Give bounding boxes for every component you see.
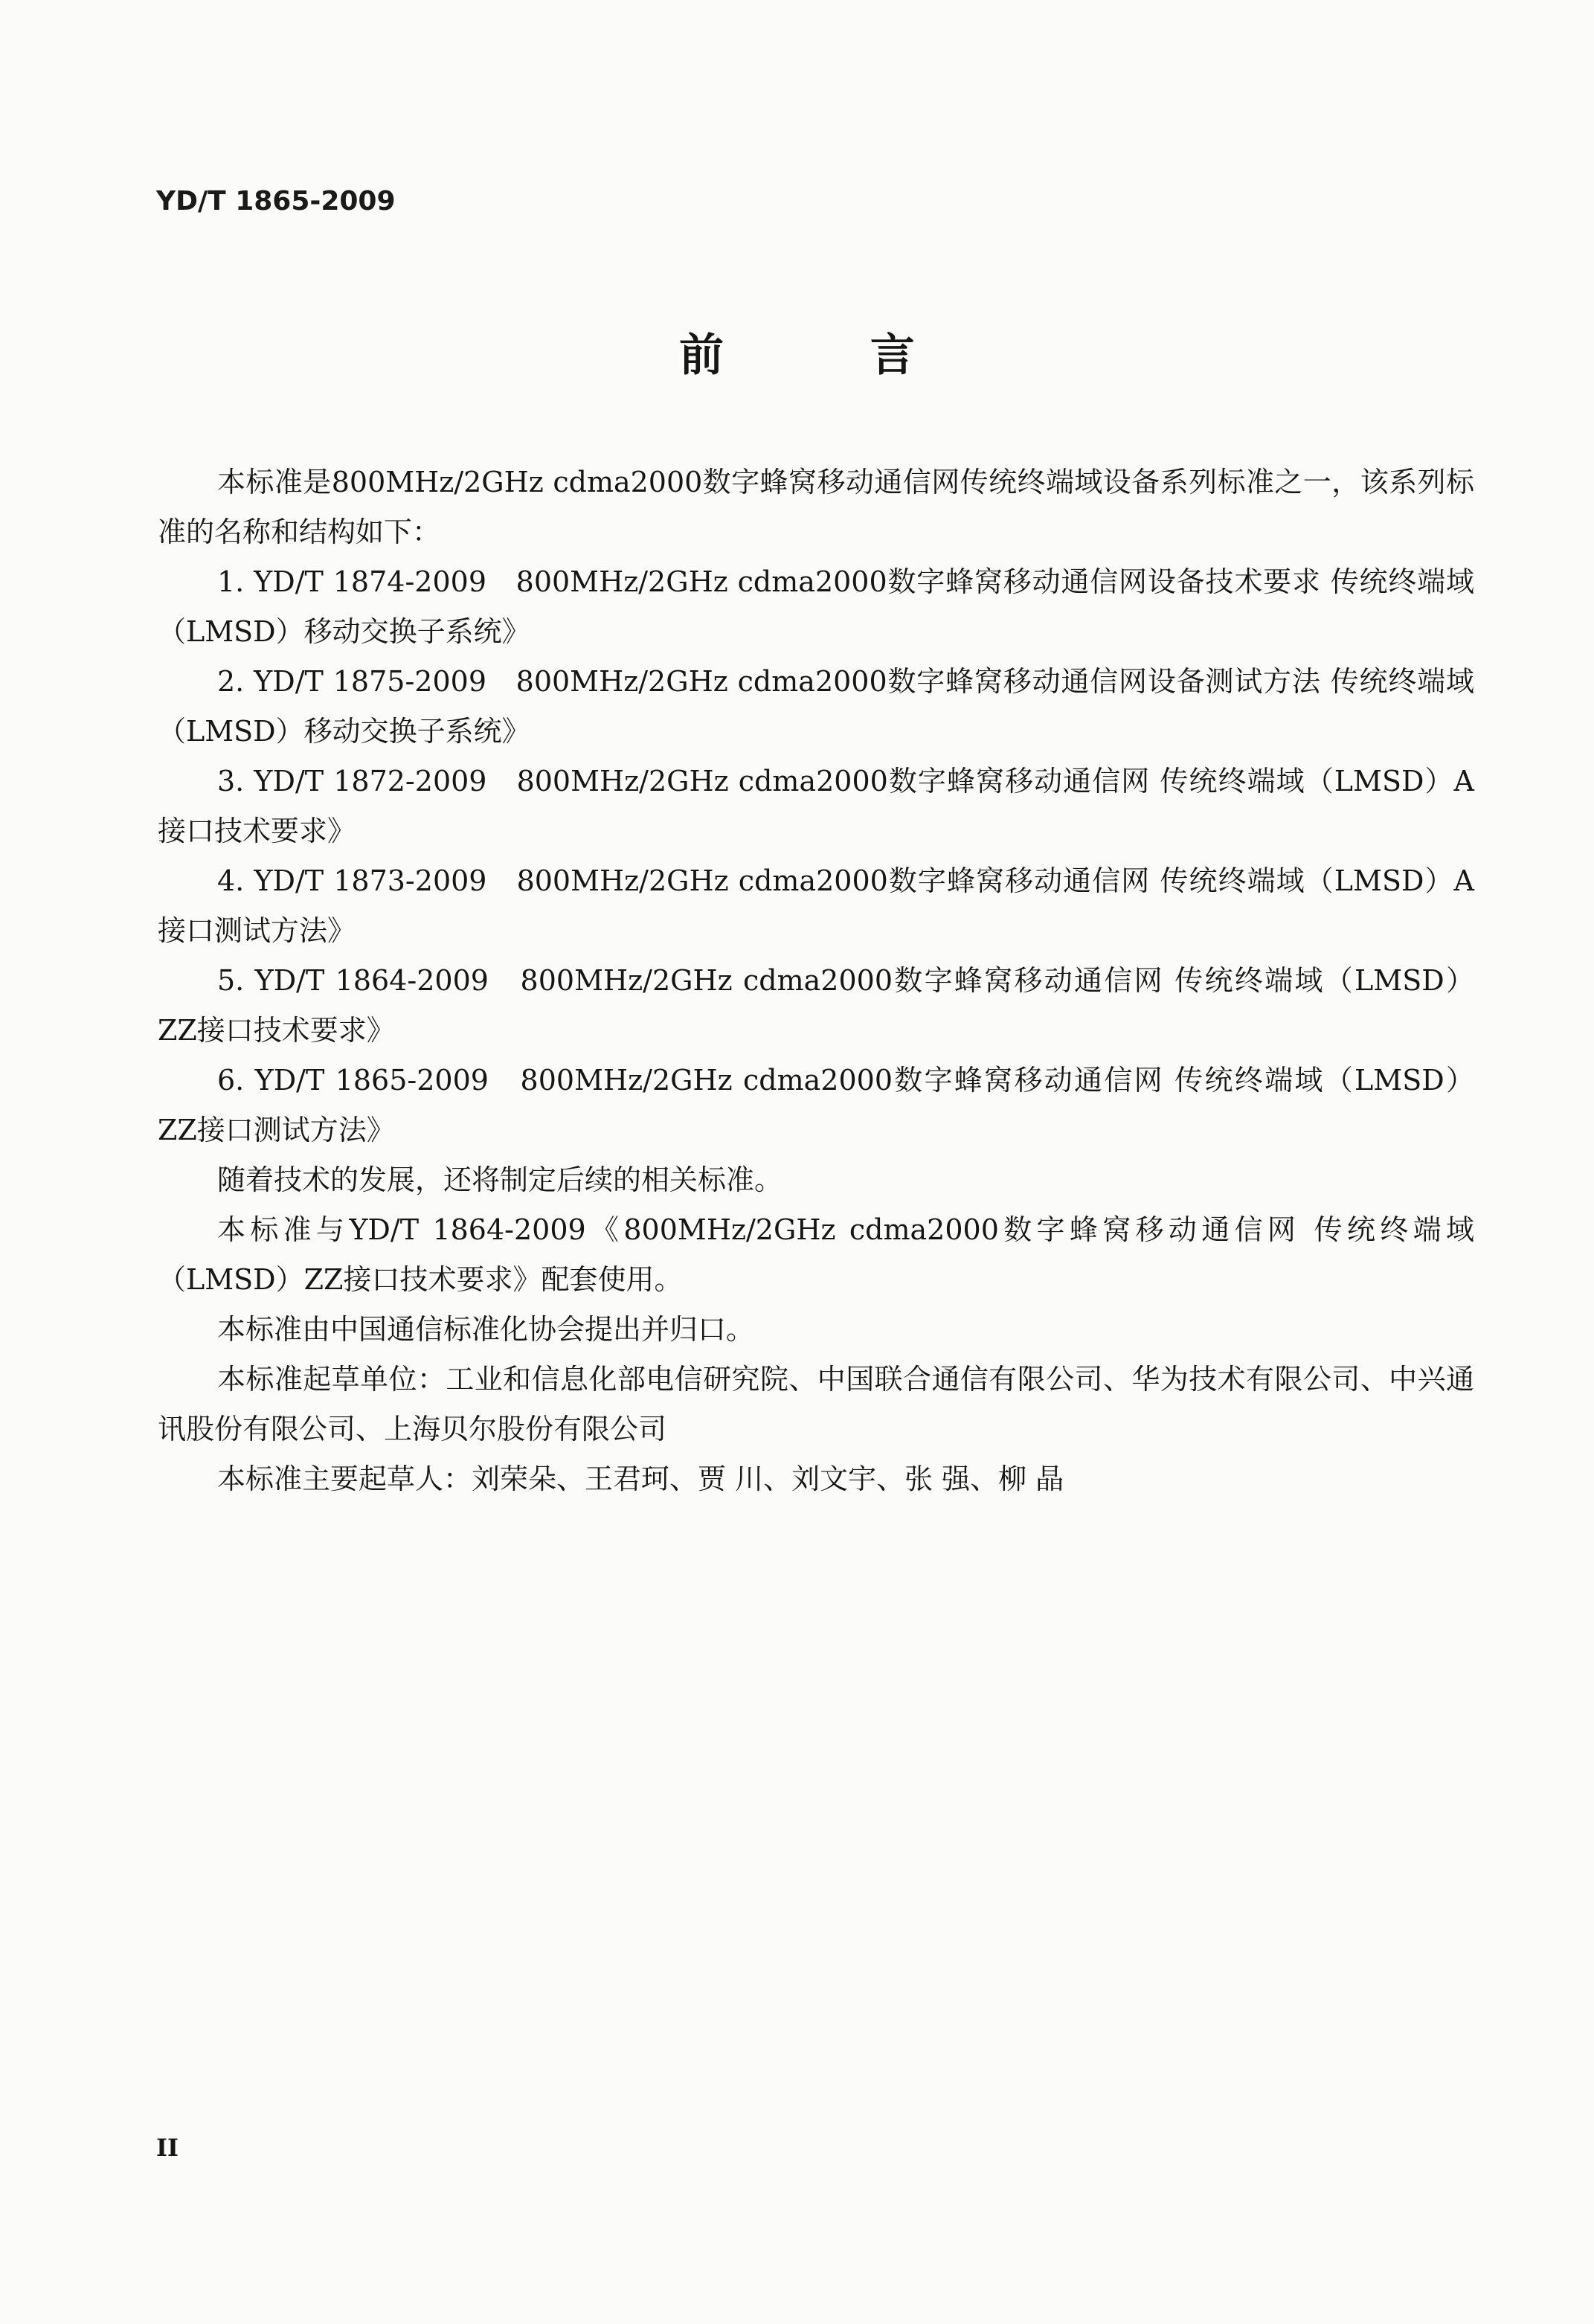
standard-list-item-1: 1. YD/T 1874-2009 800MHz/2GHz cdma2000数字蜂窝移动通信网设备技术要求 传统终端域（LMSD）移动交换子系统》 [158, 565, 1474, 648]
document-id-header: YD/T 1865-2009 [156, 186, 396, 216]
future-standards-paragraph: 随着技术的发展，还将制定后续的相关标准。 [217, 1163, 783, 1196]
foreword-body [158, 458, 1474, 1504]
proposer-paragraph: 本标准由中国通信标准化协会提出并归口。 [217, 1313, 755, 1346]
intro-paragraph: 本标准是800MHz/2GHz cdma2000数字蜂窝移动通信网传统终端域设备系列标准之一，该系列标准的名称和结构如下： [158, 466, 1474, 548]
standard-list-item-3: 3. YD/T 1872-2009 800MHz/2GHz cdma2000数字蜂窝移动通信网 传统终端域（LMSD）A接口技术要求》 [158, 765, 1474, 847]
drafting-units-paragraph: 本标准起草单位：工业和信息化部电信研究院、中国联合通信有限公司、华为技术有限公司、中兴通讯股份有限公司、上海贝尔股份有限公司 [158, 1363, 1474, 1445]
page-number: II [156, 2134, 179, 2162]
standard-list-item-2: 2. YD/T 1875-2009 800MHz/2GHz cdma2000数字蜂窝移动通信网设备测试方法 传统终端域（LMSD）移动交换子系统》 [158, 665, 1474, 748]
standard-list-item-4: 4. YD/T 1873-2009 800MHz/2GHz cdma2000数字蜂窝移动通信网 传统终端域（LMSD）A接口测试方法》 [158, 864, 1474, 947]
standard-list-item-6: 6. YD/T 1865-2009 800MHz/2GHz cdma2000数字蜂窝移动通信网 传统终端域（LMSD）ZZ接口测试方法》 [158, 1064, 1474, 1146]
companion-standard-paragraph: 本标准与YD/T 1864-2009《800MHz/2GHz cdma2000数字蜂窝移动通信网 传统终端域（LMSD）ZZ接口技术要求》配套使用。 [158, 1213, 1474, 1296]
standard-list-item-5: 5. YD/T 1864-2009 800MHz/2GHz cdma2000数字蜂窝移动通信网 传统终端域（LMSD）ZZ接口技术要求》 [158, 964, 1474, 1047]
page-title: 前 言 [679, 330, 980, 382]
drafters-paragraph: 本标准主要起草人：刘荣朵、王君珂、贾 川、刘文宇、张 强、柳 晶 [217, 1463, 1064, 1495]
